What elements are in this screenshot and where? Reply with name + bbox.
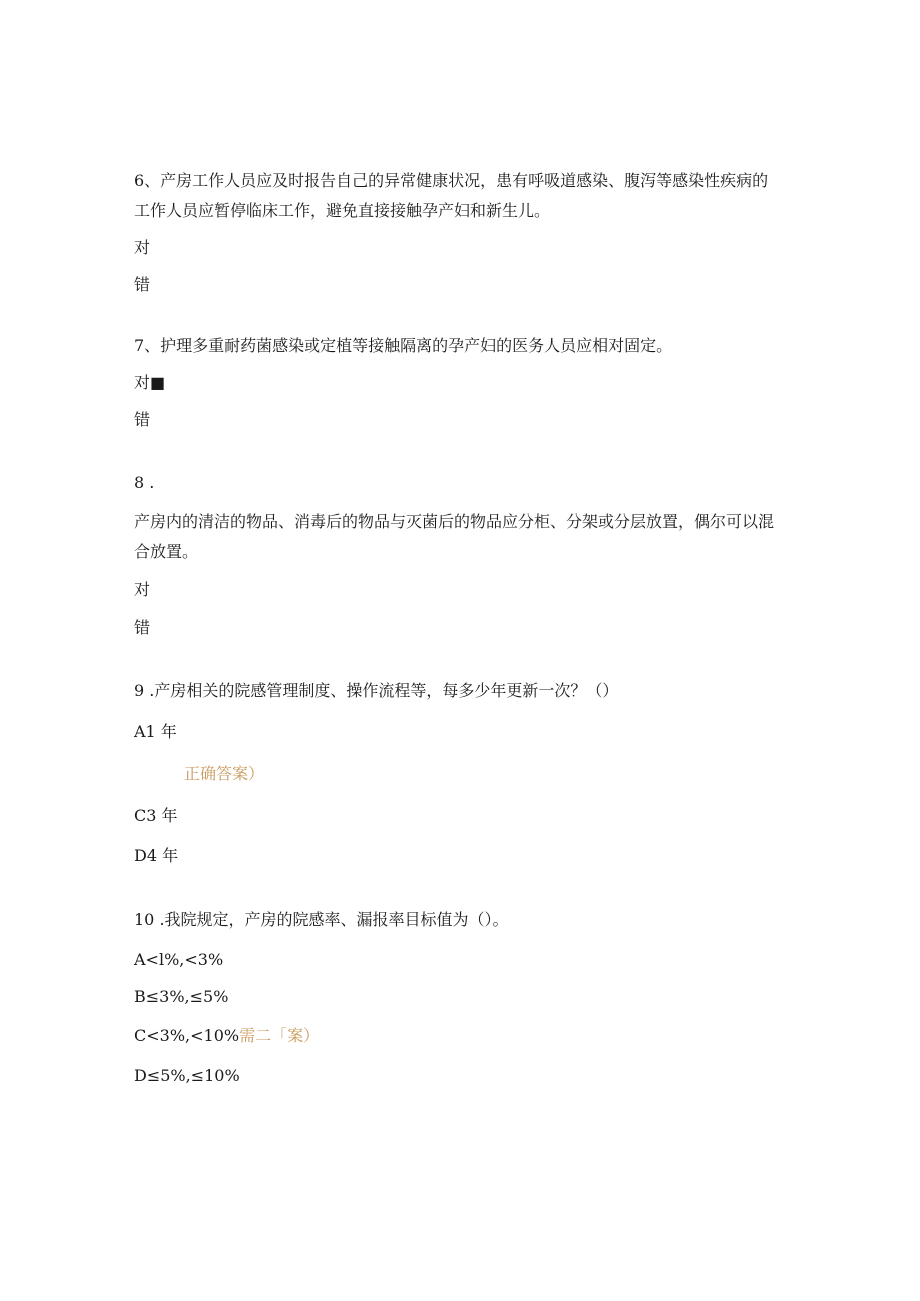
question-8-text: 产房内的清洁的物品、消毒后的物品与灭菌后的物品应分柜、分架或分层放置，偶尔可以混合放置。: [134, 512, 775, 561]
question-10-option-d[interactable]: D≤5%,≤10%: [134, 1066, 240, 1085]
question-7-option-false[interactable]: 错: [134, 410, 151, 429]
question-10-text: 10 .我院规定，产房的院感率、漏报率目标值为（）。: [134, 910, 509, 929]
question-6-option-true[interactable]: 对: [134, 238, 151, 257]
question-7-text: 7、护理多重耐药菌感染或定植等接触隔离的孕产妇的医务人员应相对固定。: [134, 336, 673, 355]
question-10-option-a[interactable]: A<l%,<3%: [134, 950, 224, 969]
question-10-option-b[interactable]: B≤3%,≤5%: [134, 987, 229, 1006]
question-10-correct-answer-mark: 需二「案）: [239, 1026, 320, 1045]
question-9-option-d[interactable]: D4 年: [134, 846, 179, 865]
question-7-option-true[interactable]: 对■: [134, 373, 166, 392]
question-8-option-false[interactable]: 错: [134, 618, 151, 637]
question-8-option-true[interactable]: 对: [134, 580, 151, 599]
question-6-option-false[interactable]: 错: [134, 275, 151, 294]
question-9-correct-answer-mark: 正确答案）: [184, 764, 265, 783]
question-8-number: 8 .: [134, 473, 155, 492]
question-9-text: 9 .产房相关的院感管理制度、操作流程等，每多少年更新一次？（）: [134, 681, 619, 700]
question-9-option-c[interactable]: C3 年: [134, 806, 178, 825]
question-6-text: 6、产房工作人员应及时报告自己的异常健康状况，患有呼吸道感染、腹泻等感染性疾病的工作人员应暂停临床工作，避免直接接触孕产妇和新生儿。: [134, 171, 769, 220]
question-9-option-a[interactable]: A1 年: [134, 722, 177, 741]
question-10-option-c-row[interactable]: [134, 1026, 319, 1046]
question-10-option-c: C<3%,<10%: [134, 1026, 240, 1045]
